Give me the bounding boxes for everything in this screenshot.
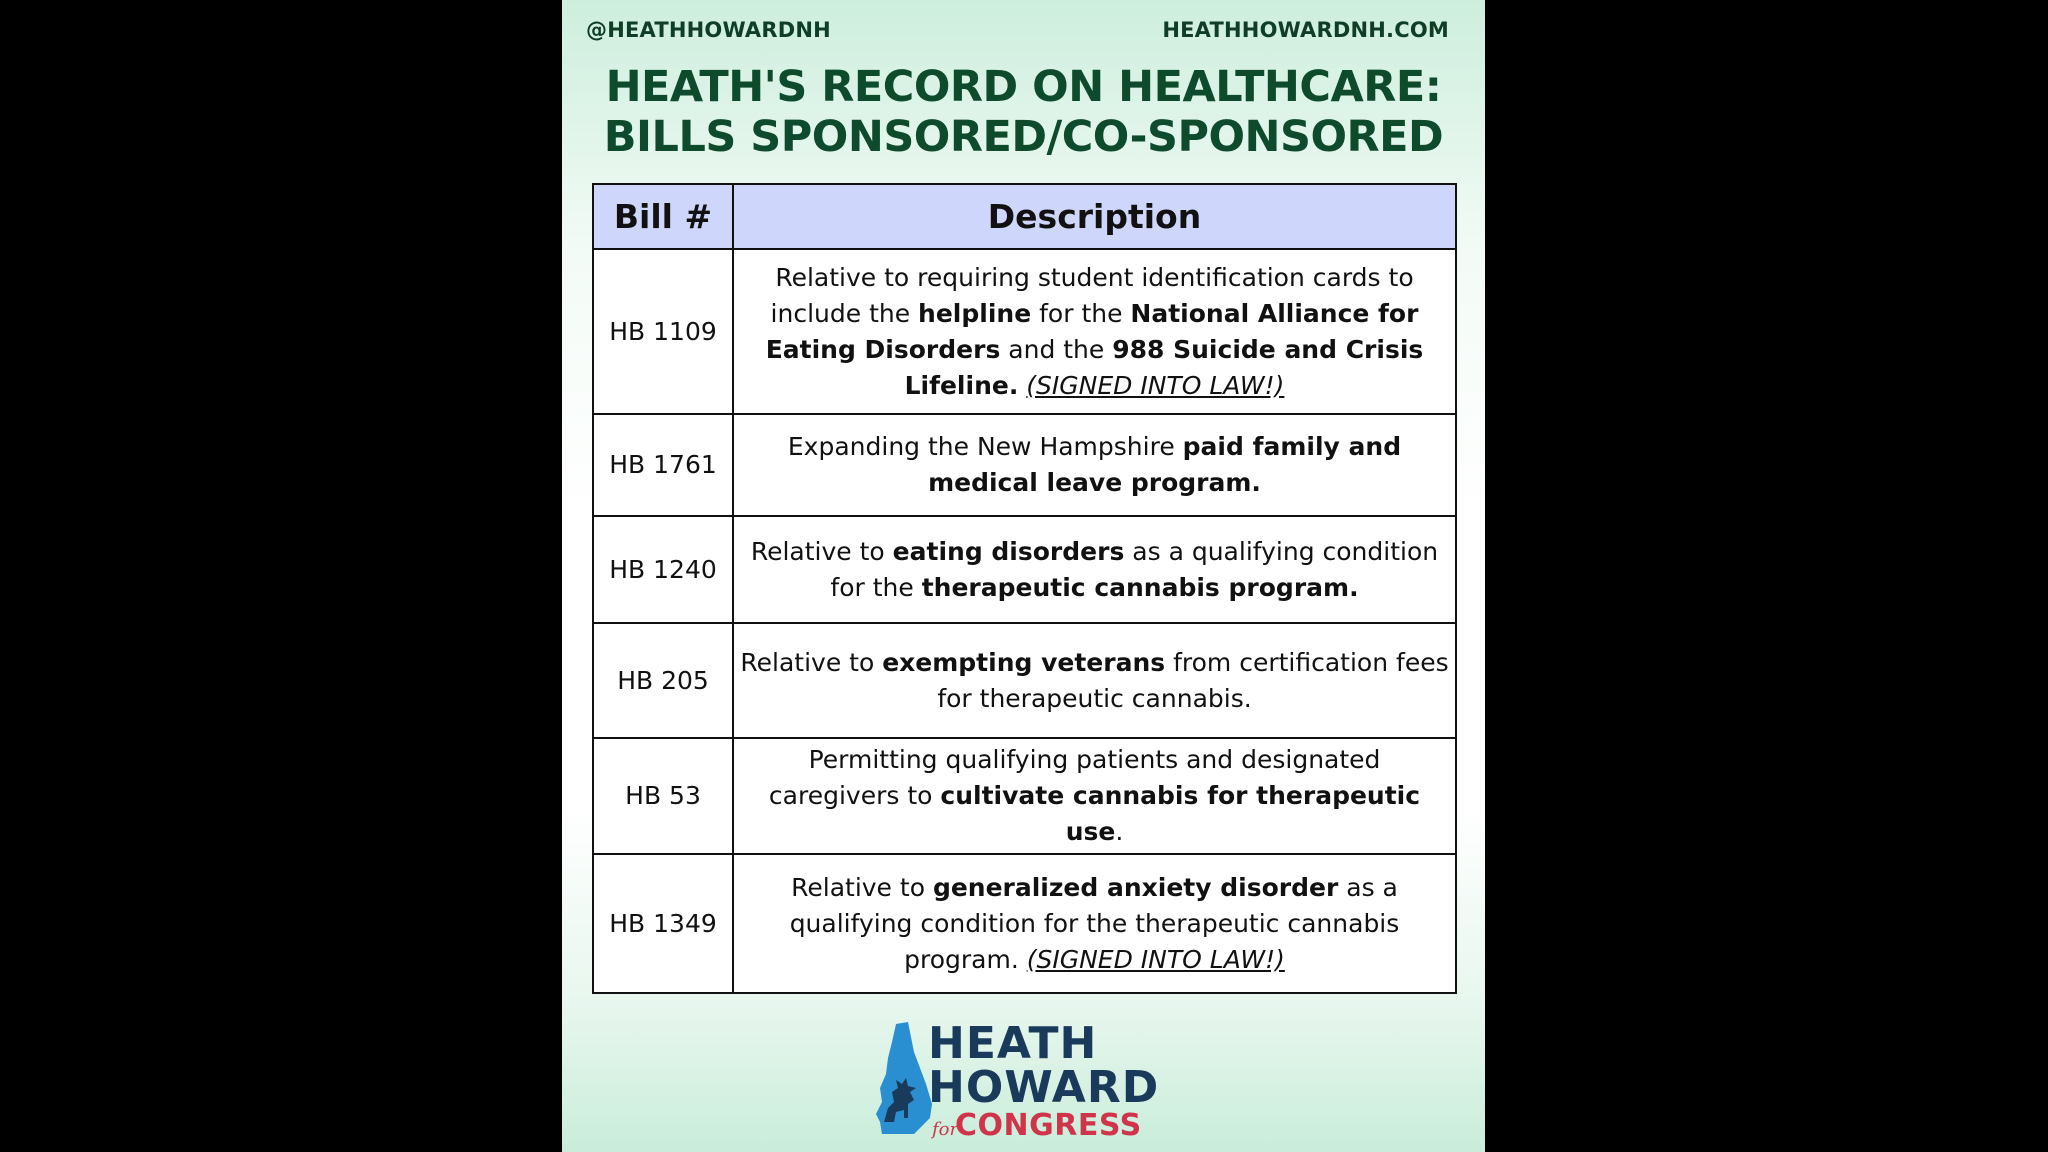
logo-for: for <box>932 1119 959 1140</box>
bill-description <box>733 516 1456 623</box>
bill-description <box>733 249 1456 414</box>
table-row <box>593 249 1456 414</box>
signed-into-law-note: (SIGNED INTO LAW!) <box>1026 370 1285 400</box>
logo-heath: HEATH <box>928 1018 1098 1069</box>
bold-phrase: exempting veterans <box>882 647 1166 677</box>
table-header-row <box>593 184 1456 249</box>
text-phrase: Relative to requiring student identification cards to include the <box>770 262 1414 328</box>
bill-number: HB 1761 <box>593 414 733 516</box>
campaign-logo <box>562 1012 1485 1147</box>
bold-phrase: paid family and medical leave program. <box>928 432 1402 497</box>
text-phrase: as a qualifying condition for the <box>830 536 1439 602</box>
table-row <box>593 738 1456 854</box>
bill-description <box>733 738 1456 854</box>
bill-number: HB 205 <box>593 623 733 738</box>
text-phrase: Expanding the New Hampshire <box>787 432 1183 461</box>
poster <box>562 0 1485 1152</box>
table-row <box>593 516 1456 623</box>
table-row <box>593 414 1456 516</box>
bold-phrase: therapeutic cannabis program. <box>921 572 1359 602</box>
page-title <box>562 62 1485 162</box>
bold-phrase: generalized anxiety disorder <box>932 872 1339 902</box>
bold-phrase: cultivate cannabis for therapeutic use <box>940 781 1421 846</box>
bill-number: HB 53 <box>593 738 733 854</box>
bold-phrase: 988 Suicide and Crisis Lifeline. <box>904 334 1424 400</box>
website-url: HEATHHOWARDNH.COM <box>1162 18 1449 42</box>
bills-table <box>592 183 1457 994</box>
text-phrase: Relative to <box>750 536 893 566</box>
table-row <box>593 623 1456 738</box>
bill-description <box>733 414 1456 516</box>
title-line-2: BILLS SPONSORED/CO-SPONSORED <box>603 112 1444 162</box>
text-phrase: Relative to <box>740 647 883 677</box>
social-handle: @HEATHHOWARDNH <box>586 18 831 42</box>
bill-description <box>733 854 1456 993</box>
text-phrase: . <box>1115 817 1124 846</box>
text-phrase: Relative to <box>791 872 933 902</box>
title-line-1: HEATH'S RECORD ON HEALTHCARE: <box>605 62 1442 112</box>
bold-phrase: eating disorders <box>892 536 1125 566</box>
text-phrase: as a qualifying condition for the therapeutic cannabis program. <box>789 872 1400 974</box>
column-header-bill: Bill # <box>593 184 733 249</box>
table-row <box>593 854 1456 993</box>
bill-number: HB 1109 <box>593 249 733 414</box>
text-phrase: Permitting qualifying patients and designated caregivers to <box>768 745 1381 810</box>
text-phrase: and the <box>1000 334 1113 364</box>
bill-number: HB 1349 <box>593 854 733 993</box>
signed-into-law-note: (SIGNED INTO LAW!) <box>1026 944 1285 974</box>
new-hampshire-moose-icon <box>874 1022 936 1134</box>
text-phrase: from certification fees for therapeutic cannabis. <box>937 647 1449 713</box>
bold-phrase: National Alliance for Eating Disorders <box>765 298 1419 364</box>
column-header-description: Description <box>733 184 1456 249</box>
bill-number: HB 1240 <box>593 516 733 623</box>
text-phrase: for the <box>1031 298 1131 328</box>
logo-congress: CONGRESS <box>955 1108 1142 1143</box>
logo-howard: HOWARD <box>928 1062 1160 1113</box>
bold-phrase: helpline <box>918 298 1032 328</box>
bill-description <box>733 623 1456 738</box>
